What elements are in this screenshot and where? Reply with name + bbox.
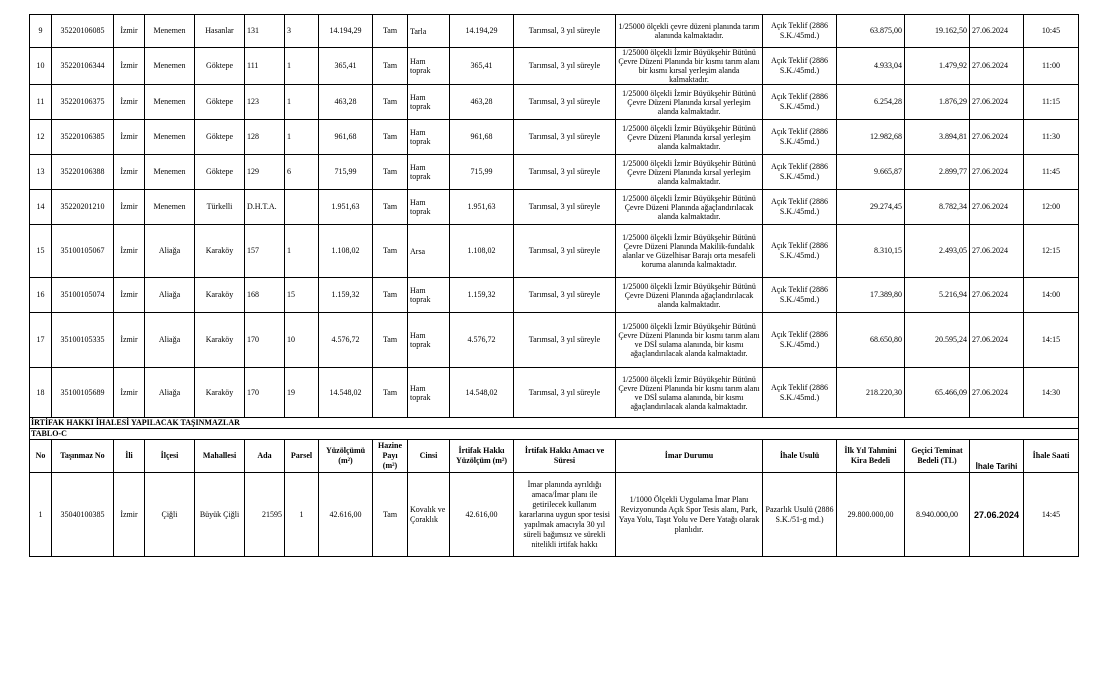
cell-hazine-payi: Tam xyxy=(373,368,408,418)
table-row xyxy=(30,313,1079,368)
cell-il: İzmir xyxy=(114,15,145,48)
cell-parsel: 6 xyxy=(285,155,319,190)
cell-cinsi: Ham toprak xyxy=(408,278,450,313)
header-no: No xyxy=(30,440,52,473)
cell-amac: İmar planında ayrıldığı amaca/İmar planı ile getirilecek kullanım kararlarına uygun spor tesisi yapılmak amacıyla 30 yıl süreli bağımsız ve sürekli nitelikli irtifak hakkı xyxy=(514,473,616,557)
cell-saat: 14:45 xyxy=(1024,473,1079,557)
cell-kira: 63.875,00 xyxy=(837,15,905,48)
cell-mahalle: Büyük Çiğli xyxy=(195,473,245,557)
header-saat: İhale Saati xyxy=(1024,440,1079,473)
cell-hazine-payi: Tam xyxy=(373,155,408,190)
header-ilce: İlçesi xyxy=(145,440,195,473)
cell-ilce: Menemen xyxy=(145,155,195,190)
cell-amac: Tarımsal, 3 yıl süreyle xyxy=(514,368,616,418)
cell-ada: 170 xyxy=(245,368,285,418)
header-il: İli xyxy=(114,440,145,473)
cell-usul: Açık Teklif (2886 S.K./45md.) xyxy=(763,48,837,85)
table-row xyxy=(30,85,1079,120)
cell-yuzolcum: 365,41 xyxy=(319,48,373,85)
cell-cinsi: Ham toprak xyxy=(408,368,450,418)
cell-kira: 218.220,30 xyxy=(837,368,905,418)
cell-parsel: 3 xyxy=(285,15,319,48)
cell-ilce: Aliağa xyxy=(145,368,195,418)
cell-ilce: Menemen xyxy=(145,190,195,225)
cell-teminat: 2.493,05 xyxy=(905,225,970,278)
cell-kira: 6.254,28 xyxy=(837,85,905,120)
cell-mahalle: Göktepe xyxy=(195,155,245,190)
cell-irtifak-yuzolcum: 365,41 xyxy=(450,48,514,85)
cell-no: 10 xyxy=(30,48,52,85)
cell-parsel: 1 xyxy=(285,120,319,155)
cell-yuzolcum: 715,99 xyxy=(319,155,373,190)
cell-tasinmaz-no: 35220106344 xyxy=(52,48,114,85)
cell-kira: 8.310,15 xyxy=(837,225,905,278)
header-tarih: İhale Tarihi xyxy=(970,440,1024,473)
cell-hazine-payi: Tam xyxy=(373,120,408,155)
cell-amac: Tarımsal, 3 yıl süreyle xyxy=(514,15,616,48)
cell-imar: 1/25000 ölçekli İzmir Büyükşehir Bütünü Çevre Düzeni Planında Makilik-fundalık alanlar ve Güzelhisar Barajı orta mesafeli koruma alanında kalmaktadır. xyxy=(616,225,763,278)
table-row xyxy=(30,48,1079,85)
cell-ilce: Menemen xyxy=(145,120,195,155)
cell-tarih: 27.06.2024 xyxy=(970,473,1024,557)
cell-kira: 29.800.000,00 xyxy=(837,473,905,557)
cell-hazine-payi: Tam xyxy=(373,190,408,225)
cell-usul: Açık Teklif (2886 S.K./45md.) xyxy=(763,120,837,155)
cell-tarih: 27.06.2024 xyxy=(970,155,1024,190)
cell-parsel: 1 xyxy=(285,225,319,278)
table-row xyxy=(30,15,1079,48)
cell-irtifak-yuzolcum: 1.108,02 xyxy=(450,225,514,278)
cell-cinsi: Kovalık ve Çoraklık xyxy=(408,473,450,557)
cell-cinsi: Ham toprak xyxy=(408,85,450,120)
cell-ilce: Aliağa xyxy=(145,313,195,368)
cell-yuzolcum: 1.951,63 xyxy=(319,190,373,225)
section-c xyxy=(30,418,1079,473)
cell-no: 12 xyxy=(30,120,52,155)
cell-imar: 1/25000 ölçekli İzmir Büyükşehir Bütünü Çevre Düzeni Planında kırsal yerleşim alanda kalmaktadır. xyxy=(616,155,763,190)
cell-parsel xyxy=(285,190,319,225)
cell-tasinmaz-no: 35100105689 xyxy=(52,368,114,418)
cell-teminat: 2.899,77 xyxy=(905,155,970,190)
cell-kira: 12.982,68 xyxy=(837,120,905,155)
cell-amac: Tarımsal, 3 yıl süreyle xyxy=(514,155,616,190)
table-row xyxy=(30,278,1079,313)
property-table xyxy=(29,14,1079,557)
cell-amac: Tarımsal, 3 yıl süreyle xyxy=(514,85,616,120)
cell-tasinmaz-no: 35220106085 xyxy=(52,15,114,48)
cell-cinsi: Ham toprak xyxy=(408,190,450,225)
cell-mahalle: Karaköy xyxy=(195,368,245,418)
cell-tasinmaz-no: 35100105067 xyxy=(52,225,114,278)
table-c-body xyxy=(30,473,1079,557)
cell-amac: Tarımsal, 3 yıl süreyle xyxy=(514,278,616,313)
cell-imar: 1/25000 ölçekli İzmir Büyükşehir Bütünü Çevre Düzeni Planında bir kısmı tarım alanı bir kısmı kırsal yerleşim alanda kalmaktadır. xyxy=(616,48,763,85)
cell-il: İzmir xyxy=(114,313,145,368)
cell-saat: 10:45 xyxy=(1024,15,1079,48)
cell-ilce: Çiğli xyxy=(145,473,195,557)
document-page xyxy=(29,14,1078,557)
cell-teminat: 5.216,94 xyxy=(905,278,970,313)
cell-hazine-payi: Tam xyxy=(373,85,408,120)
cell-ilce: Aliağa xyxy=(145,225,195,278)
cell-usul: Açık Teklif (2886 S.K./45md.) xyxy=(763,368,837,418)
cell-amac: Tarımsal, 3 yıl süreyle xyxy=(514,225,616,278)
header-mahalle: Mahallesi xyxy=(195,440,245,473)
cell-parsel: 10 xyxy=(285,313,319,368)
cell-parsel: 19 xyxy=(285,368,319,418)
table-b-body xyxy=(30,15,1079,418)
table-row xyxy=(30,225,1079,278)
cell-irtifak-yuzolcum: 4.576,72 xyxy=(450,313,514,368)
table-c-header xyxy=(30,440,1079,473)
cell-imar: 1/25000 ölçekli İzmir Büyükşehir Bütünü Çevre Düzeni Planında kırsal yerleşim alanda kalmaktadır. xyxy=(616,120,763,155)
cell-ilce: Menemen xyxy=(145,85,195,120)
cell-mahalle: Karaköy xyxy=(195,225,245,278)
header-amac: İrtifak Hakkı Amacı ve Süresi xyxy=(514,440,616,473)
cell-no: 1 xyxy=(30,473,52,557)
cell-mahalle: Göktepe xyxy=(195,120,245,155)
cell-teminat: 8.782,34 xyxy=(905,190,970,225)
cell-tarih: 27.06.2024 xyxy=(970,313,1024,368)
cell-usul: Açık Teklif (2886 S.K./45md.) xyxy=(763,313,837,368)
cell-mahalle: Göktepe xyxy=(195,48,245,85)
cell-teminat: 19.162,50 xyxy=(905,15,970,48)
cell-cinsi: Ham toprak xyxy=(408,48,450,85)
cell-tasinmaz-no: 35220201210 xyxy=(52,190,114,225)
cell-mahalle: Karaköy xyxy=(195,278,245,313)
header-imar: İmar Durumu xyxy=(616,440,763,473)
cell-yuzolcum: 14.548,02 xyxy=(319,368,373,418)
cell-saat: 11:00 xyxy=(1024,48,1079,85)
cell-mahalle: Türkelli xyxy=(195,190,245,225)
cell-imar: 1/25000 ölçekli İzmir Büyükşehir Bütünü Çevre Düzeni Planında ağaçlandırılacak alanda kalmaktadır. xyxy=(616,190,763,225)
cell-ada: 131 xyxy=(245,15,285,48)
cell-usul: Açık Teklif (2886 S.K./45md.) xyxy=(763,190,837,225)
cell-ada: 170 xyxy=(245,313,285,368)
cell-kira: 9.665,87 xyxy=(837,155,905,190)
cell-ilce: Menemen xyxy=(145,15,195,48)
cell-il: İzmir xyxy=(114,368,145,418)
cell-amac: Tarımsal, 3 yıl süreyle xyxy=(514,313,616,368)
cell-saat: 11:30 xyxy=(1024,120,1079,155)
cell-parsel: 1 xyxy=(285,473,319,557)
section-title: İRTİFAK HAKKI İHALESİ YAPILACAK TAŞINMAZLAR xyxy=(30,418,1079,429)
cell-tarih: 27.06.2024 xyxy=(970,190,1024,225)
cell-irtifak-yuzolcum: 1.159,32 xyxy=(450,278,514,313)
cell-cinsi: Arsa xyxy=(408,225,450,278)
cell-yuzolcum: 14.194,29 xyxy=(319,15,373,48)
cell-ilce: Aliağa xyxy=(145,278,195,313)
cell-no: 13 xyxy=(30,155,52,190)
cell-irtifak-yuzolcum: 42.616,00 xyxy=(450,473,514,557)
cell-hazine-payi: Tam xyxy=(373,225,408,278)
cell-saat: 11:15 xyxy=(1024,85,1079,120)
cell-il: İzmir xyxy=(114,190,145,225)
header-yuzolcum: Yüzölçümü (m²) xyxy=(319,440,373,473)
cell-imar: 1/25000 ölçekli İzmir Büyükşehir Bütünü Çevre Düzeni Planında bir kısmı tarım alanı ve DSİ sulama alanında, bir kısmı ağaçlandırılacak alanda kalmaktadır. xyxy=(616,313,763,368)
cell-parsel: 1 xyxy=(285,85,319,120)
cell-amac: Tarımsal, 3 yıl süreyle xyxy=(514,48,616,85)
cell-usul: Açık Teklif (2886 S.K./45md.) xyxy=(763,155,837,190)
cell-ada: 111 xyxy=(245,48,285,85)
cell-cinsi: Ham toprak xyxy=(408,155,450,190)
cell-no: 18 xyxy=(30,368,52,418)
cell-saat: 14:15 xyxy=(1024,313,1079,368)
header-hazine-payi: Hazine Payı (m²) xyxy=(373,440,408,473)
table-row xyxy=(30,473,1079,557)
cell-mahalle: Karaköy xyxy=(195,313,245,368)
cell-yuzolcum: 463,28 xyxy=(319,85,373,120)
cell-kira: 17.389,80 xyxy=(837,278,905,313)
cell-hazine-payi: Tam xyxy=(373,15,408,48)
cell-no: 9 xyxy=(30,15,52,48)
cell-imar: 1/25000 ölçekli İzmir Büyükşehir Bütünü Çevre Düzeni Planında kırsal yerleşim alanda kalmaktadır. xyxy=(616,85,763,120)
cell-hazine-payi: Tam xyxy=(373,48,408,85)
cell-yuzolcum: 4.576,72 xyxy=(319,313,373,368)
cell-tarih: 27.06.2024 xyxy=(970,85,1024,120)
table-row xyxy=(30,190,1079,225)
cell-no: 11 xyxy=(30,85,52,120)
cell-yuzolcum: 961,68 xyxy=(319,120,373,155)
cell-tasinmaz-no: 35220106388 xyxy=(52,155,114,190)
cell-irtifak-yuzolcum: 1.951,63 xyxy=(450,190,514,225)
header-cinsi: Cinsi xyxy=(408,440,450,473)
cell-irtifak-yuzolcum: 14.548,02 xyxy=(450,368,514,418)
cell-tarih: 27.06.2024 xyxy=(970,120,1024,155)
cell-tarih: 27.06.2024 xyxy=(970,15,1024,48)
cell-il: İzmir xyxy=(114,155,145,190)
cell-teminat: 3.894,81 xyxy=(905,120,970,155)
cell-il: İzmir xyxy=(114,278,145,313)
cell-tasinmaz-no: 35100105074 xyxy=(52,278,114,313)
cell-ada: 123 xyxy=(245,85,285,120)
cell-mahalle: Göktepe xyxy=(195,85,245,120)
cell-ada: 168 xyxy=(245,278,285,313)
cell-teminat: 1.479,92 xyxy=(905,48,970,85)
header-tasinmaz-no: Taşınmaz No xyxy=(52,440,114,473)
table-c-label: TABLO-C xyxy=(30,429,1079,440)
cell-tasinmaz-no: 35040100385 xyxy=(52,473,114,557)
cell-no: 16 xyxy=(30,278,52,313)
cell-yuzolcum: 1.108,02 xyxy=(319,225,373,278)
cell-cinsi: Tarla xyxy=(408,15,450,48)
cell-saat: 12:15 xyxy=(1024,225,1079,278)
cell-ada: 157 xyxy=(245,225,285,278)
cell-tasinmaz-no: 35220106375 xyxy=(52,85,114,120)
cell-yuzolcum: 42.616,00 xyxy=(319,473,373,557)
cell-ada: 21595 xyxy=(245,473,285,557)
cell-imar: 1/25000 ölçekli çevre düzeni planında tarım alanında kalmaktadır. xyxy=(616,15,763,48)
cell-il: İzmir xyxy=(114,120,145,155)
cell-usul: Açık Teklif (2886 S.K./45md.) xyxy=(763,278,837,313)
cell-saat: 14:00 xyxy=(1024,278,1079,313)
cell-no: 17 xyxy=(30,313,52,368)
cell-parsel: 15 xyxy=(285,278,319,313)
cell-irtifak-yuzolcum: 715,99 xyxy=(450,155,514,190)
cell-hazine-payi: Tam xyxy=(373,278,408,313)
cell-kira: 68.650,80 xyxy=(837,313,905,368)
cell-irtifak-yuzolcum: 14.194,29 xyxy=(450,15,514,48)
cell-cinsi: Ham toprak xyxy=(408,120,450,155)
cell-teminat: 65.466,09 xyxy=(905,368,970,418)
cell-il: İzmir xyxy=(114,48,145,85)
cell-tarih: 27.06.2024 xyxy=(970,225,1024,278)
cell-mahalle: Hasanlar xyxy=(195,15,245,48)
header-kira: İlk Yıl Tahmini Kira Bedeli xyxy=(837,440,905,473)
cell-teminat: 1.876,29 xyxy=(905,85,970,120)
cell-ada: 128 xyxy=(245,120,285,155)
cell-yuzolcum: 1.159,32 xyxy=(319,278,373,313)
cell-tasinmaz-no: 35220106385 xyxy=(52,120,114,155)
table-row xyxy=(30,368,1079,418)
cell-usul: Açık Teklif (2886 S.K./45md.) xyxy=(763,85,837,120)
cell-saat: 11:45 xyxy=(1024,155,1079,190)
cell-imar: 1/25000 ölçekli İzmir Büyükşehir Bütünü Çevre Düzeni Planında bir kısmı tarım alanı ve DSİ sulama alanında, bir kısmı ağaçlandırılacak alanda kalmaktadır. xyxy=(616,368,763,418)
cell-hazine-payi: Tam xyxy=(373,313,408,368)
table-row xyxy=(30,155,1079,190)
cell-usul: Pazarlık Usulü (2886 S.K./51-g md.) xyxy=(763,473,837,557)
cell-irtifak-yuzolcum: 463,28 xyxy=(450,85,514,120)
cell-kira: 4.933,04 xyxy=(837,48,905,85)
cell-tarih: 27.06.2024 xyxy=(970,48,1024,85)
cell-no: 14 xyxy=(30,190,52,225)
cell-irtifak-yuzolcum: 961,68 xyxy=(450,120,514,155)
cell-tarih: 27.06.2024 xyxy=(970,278,1024,313)
table-row xyxy=(30,120,1079,155)
cell-tasinmaz-no: 35100105335 xyxy=(52,313,114,368)
cell-ilce: Menemen xyxy=(145,48,195,85)
cell-il: İzmir xyxy=(114,85,145,120)
cell-amac: Tarımsal, 3 yıl süreyle xyxy=(514,120,616,155)
cell-amac: Tarımsal, 3 yıl süreyle xyxy=(514,190,616,225)
cell-tarih: 27.06.2024 xyxy=(970,368,1024,418)
cell-teminat: 20.595,24 xyxy=(905,313,970,368)
header-usul: İhale Usulü xyxy=(763,440,837,473)
cell-no: 15 xyxy=(30,225,52,278)
header-parsel: Parsel xyxy=(285,440,319,473)
cell-il: İzmir xyxy=(114,473,145,557)
cell-usul: Açık Teklif (2886 S.K./45md.) xyxy=(763,15,837,48)
cell-hazine-payi: Tam xyxy=(373,473,408,557)
cell-teminat: 8.940.000,00 xyxy=(905,473,970,557)
header-teminat: Geçici Teminat Bedeli (TL) xyxy=(905,440,970,473)
cell-imar: 1/25000 ölçekli İzmir Büyükşehir Bütünü Çevre Düzeni Planında ağaçlandırılacak alanda kalmaktadır. xyxy=(616,278,763,313)
cell-kira: 29.274,45 xyxy=(837,190,905,225)
cell-saat: 12:00 xyxy=(1024,190,1079,225)
cell-ada: 129 xyxy=(245,155,285,190)
cell-cinsi: Ham toprak xyxy=(408,313,450,368)
cell-saat: 14:30 xyxy=(1024,368,1079,418)
cell-ada: D.H.T.A. xyxy=(245,190,285,225)
cell-imar: 1/1000 Ölçekli Uygulama İmar Planı Revizyonunda Açık Spor Tesis alanı, Park, Yaya Yolu, Taşıt Yolu ve Dere Yatağı olarak planlıdır. xyxy=(616,473,763,557)
cell-usul: Açık Teklif (2886 S.K./45md.) xyxy=(763,225,837,278)
cell-il: İzmir xyxy=(114,225,145,278)
cell-parsel: 1 xyxy=(285,48,319,85)
header-irtifak-yuzolcum: İrtifak Hakkı Yüzölçüm (m²) xyxy=(450,440,514,473)
header-ada: Ada xyxy=(245,440,285,473)
